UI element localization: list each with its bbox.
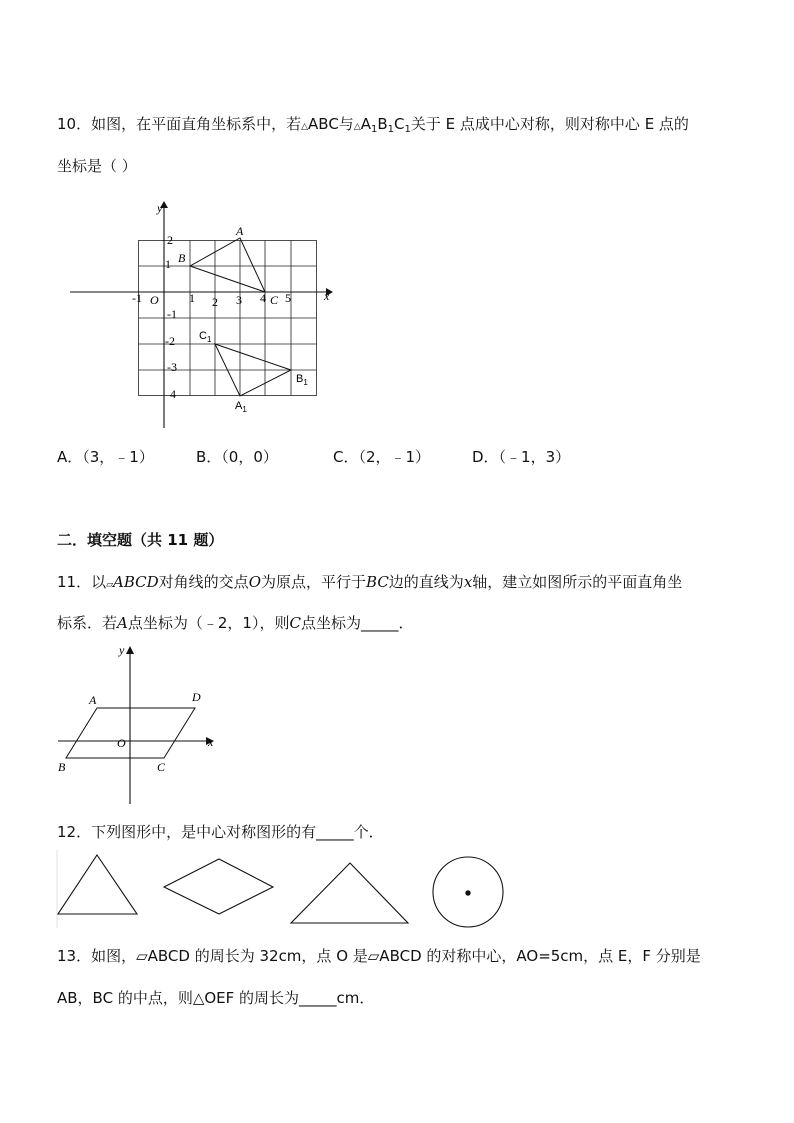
q11-parallelogram-figure xyxy=(50,640,230,808)
q10-text-c: 关于 E 点成中心对称，则对称中心 E 点的 xyxy=(410,115,689,133)
point-label-a: A xyxy=(89,693,97,707)
y-axis-arrow-icon xyxy=(126,646,134,654)
point-label-o: O xyxy=(117,736,126,750)
circle-center-dot xyxy=(465,890,470,895)
q10-option-a[interactable]: A．（3，﹣1） xyxy=(57,448,154,466)
q10-option-d[interactable]: D．（﹣1，3） xyxy=(472,448,571,466)
obtuse-triangle-shape xyxy=(291,863,408,923)
point-label-a: A xyxy=(236,224,244,238)
q10-line1 xyxy=(57,114,689,140)
x-tick: 5 xyxy=(285,291,291,305)
q11-line2: 标系．若A点坐标为（﹣2，1），则C点坐标为_____． xyxy=(57,614,414,632)
q10-number: 10 xyxy=(57,115,77,133)
parallelogram-icon: ▱ xyxy=(106,580,114,590)
q10-text-b: 与 xyxy=(338,115,354,133)
x-tick: 3 xyxy=(236,293,242,307)
x-tick: 4 xyxy=(260,291,266,305)
rhombus-shape xyxy=(164,859,273,914)
q10-tri1: ABC xyxy=(308,115,339,133)
q11-number: 11 xyxy=(57,573,77,591)
x-tick: 2 xyxy=(212,295,218,309)
q10-option-b[interactable]: B．（0，0） xyxy=(196,448,278,466)
q12-shapes-figure xyxy=(54,850,514,930)
triangle-shape xyxy=(58,855,137,914)
q10-option-c[interactable]: C．（2，﹣1） xyxy=(333,448,431,466)
point-label-a1: $A_1$ xyxy=(235,400,247,414)
q13-number: 13 xyxy=(57,947,77,965)
q10-tri2: $A_1B_1C_1$ xyxy=(360,115,411,135)
y-tick: -3 xyxy=(167,360,177,374)
q11-line1: 11．以▱ABCD对角线的交点O为原点，平行于BC边的直线为x轴，建立如图所示的平面直角坐 xyxy=(57,573,683,591)
y-tick: -2 xyxy=(165,334,175,348)
q13-line1: 13．如图，▱ABCD 的周长为 32cm，点 O 是▱ABCD 的对称中心，AO=5cm，点 E，F 分别是 xyxy=(57,947,701,965)
axis-label-y: y xyxy=(119,643,125,657)
section-title: 二．填空题（共 11 题） xyxy=(57,531,224,549)
point-label-c: C xyxy=(157,760,166,774)
point-label-b: B xyxy=(58,760,66,774)
y-tick: 2 xyxy=(167,233,173,247)
triangle-icon: △ xyxy=(353,122,361,132)
point-label-c1: $C_1$ xyxy=(199,330,212,344)
y-axis-label: y xyxy=(157,201,163,215)
q10-line2: 坐标是（ ） xyxy=(57,157,137,175)
axis-label-x: x xyxy=(208,735,214,749)
x-tick: 1 xyxy=(189,291,195,305)
q12-number: 12 xyxy=(57,823,77,841)
triangle-abc xyxy=(190,238,265,292)
y-tick: 1 xyxy=(165,257,171,271)
origin-label: O xyxy=(150,293,159,307)
q10-text-a: ．如图，在平面直角坐标系中，若 xyxy=(76,115,302,133)
y-tick: -1 xyxy=(167,307,177,321)
triangle-icon: △ xyxy=(301,122,309,132)
y-tick: 4 xyxy=(170,387,176,401)
point-label-b: B xyxy=(178,251,186,265)
x-axis-label: x xyxy=(324,289,330,303)
x-tick: -1 xyxy=(132,291,142,305)
q10-coordinate-figure xyxy=(60,198,340,433)
q12-line: 12．下列图形中，是中心对称图形的有_____个． xyxy=(57,823,384,841)
point-label-b1: $B_1$ xyxy=(296,373,308,387)
point-label-c: C xyxy=(270,293,279,307)
point-label-d: D xyxy=(192,690,201,704)
q13-line2: AB，BC 的中点，则△OEF 的周长为_____cm． xyxy=(57,989,375,1007)
